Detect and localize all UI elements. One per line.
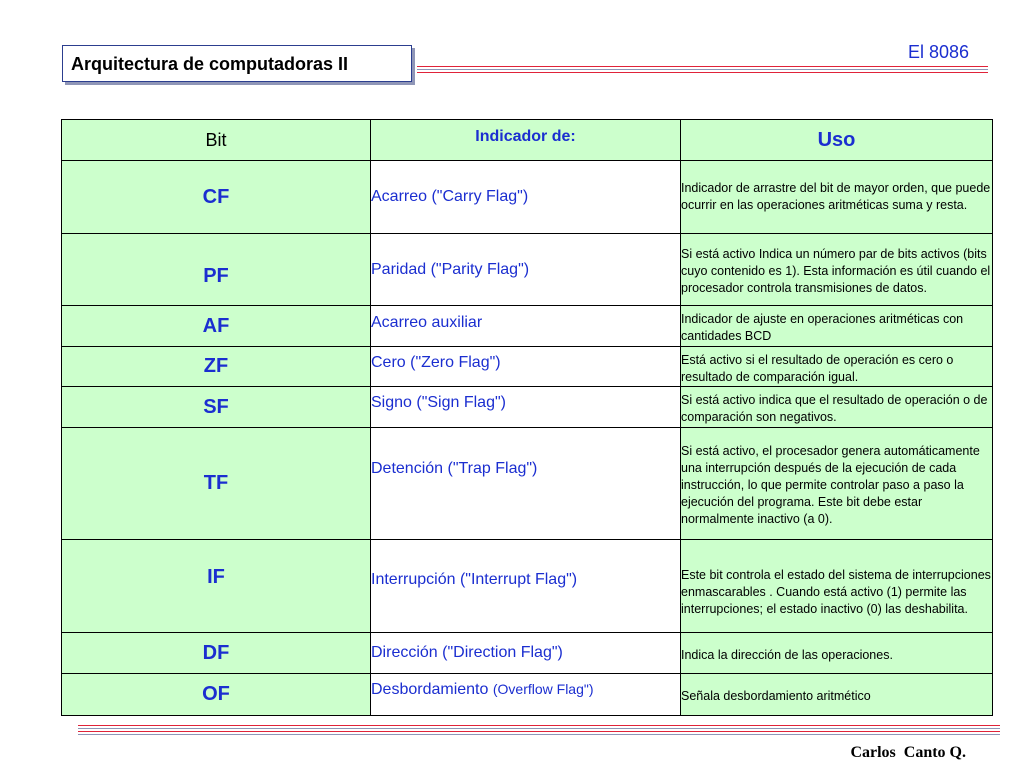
header-indicator: Indicador de: <box>371 120 681 161</box>
flag-indicator: Detención ("Trap Flag") <box>371 428 681 540</box>
flag-bit: PF <box>62 234 371 306</box>
table-row <box>62 428 993 540</box>
header-rule <box>417 66 988 76</box>
flags-table <box>61 119 993 716</box>
flag-use: Si está activo indica que el resultado de operación o de comparación son negativos. <box>681 387 993 428</box>
flag-use: Está activo si el resultado de operación es cero o resultado de comparación igual. <box>681 347 993 387</box>
flag-use: Indicador de ajuste en operaciones aritméticas con cantidades BCD <box>681 306 993 347</box>
table-row <box>62 347 993 387</box>
table-row <box>62 387 993 428</box>
flag-bit: OF <box>62 674 371 716</box>
flag-bit: DF <box>62 633 371 674</box>
flag-use: Señala desbordamiento aritmético <box>681 674 993 716</box>
flag-bit: CF <box>62 161 371 234</box>
flag-indicator: Dirección ("Direction Flag") <box>371 633 681 674</box>
flag-indicator: Acarreo ("Carry Flag") <box>371 161 681 234</box>
flag-indicator: Cero ("Zero Flag") <box>371 347 681 387</box>
table-row <box>62 234 993 306</box>
flag-indicator: Acarreo auxiliar <box>371 306 681 347</box>
table-row <box>62 674 993 716</box>
flag-indicator-main: Desbordamiento <box>371 681 489 698</box>
flag-indicator: Paridad ("Parity Flag") <box>371 234 681 306</box>
flag-use: Indicador de arrastre del bit de mayor orden, que puede ocurrir en las operaciones aritméticas suma y resta. <box>681 161 993 234</box>
slide-title: El 8086 <box>907 42 969 62</box>
flag-bit: SF <box>62 387 371 428</box>
table-row <box>62 161 993 234</box>
flag-indicator: Interrupción ("Interrupt Flag") <box>371 540 681 633</box>
flag-bit: TF <box>62 428 371 540</box>
course-title: Arquitectura de computadoras II <box>71 54 349 74</box>
table-row <box>62 633 993 674</box>
footer-rule <box>78 725 1000 737</box>
table-row <box>62 306 993 347</box>
flag-indicator: Signo ("Sign Flag") <box>371 387 681 428</box>
flag-use: Este bit controla el estado del sistema de interrupciones enmascarables . Cuando está activo (1) permite las interrupciones; el estado inactivo (0) las deshabilita. <box>681 540 993 633</box>
header-bit: Bit <box>62 120 371 161</box>
flag-indicator-suffix: (Overflow Flag") <box>492 681 594 697</box>
flag-bit: AF <box>62 306 371 347</box>
flag-use: Indica la dirección de las operaciones. <box>681 633 993 674</box>
flag-bit: ZF <box>62 347 371 387</box>
flag-use: Si está activo, el procesador genera automáticamente una interrupción después de la ejecución de cada instrucción, lo que permite controlar paso a paso la ejecución del programa. Este bit debe estar normalmente inactivo (a 0). <box>681 428 993 540</box>
course-title-box <box>62 45 412 82</box>
table-header-row <box>62 120 993 161</box>
author-name: Carlos Canto Q. <box>850 744 966 761</box>
flag-bit: IF <box>62 540 371 633</box>
flag-indicator <box>371 674 681 716</box>
header-use: Uso <box>681 120 993 161</box>
flag-use: Si está activo Indica un número par de bits activos (bits cuyo contenido es 1). Esta información es útil cuando el procesador controla transmisiones de datos. <box>681 234 993 306</box>
table-row <box>62 540 993 633</box>
